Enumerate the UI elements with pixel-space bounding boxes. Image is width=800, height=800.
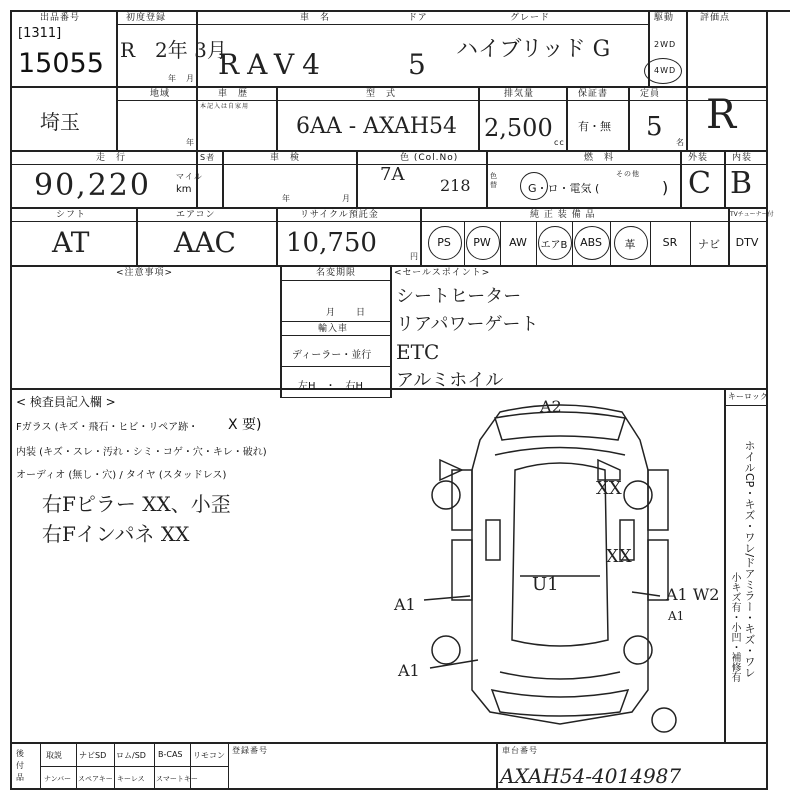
hw-model: 6AA - AXAH54 — [296, 114, 458, 139]
hw-inspector-note: 右Fピラー XX、小歪 — [42, 492, 231, 516]
equipment-ps: PS — [437, 236, 451, 249]
bottom-item: 取説 — [46, 751, 62, 760]
bottom-item: キーレス — [117, 775, 145, 783]
label-displacement: 排気量 — [504, 89, 535, 99]
mark-a1-right: A1 W2 — [666, 585, 720, 604]
hw-capacity: 5 — [646, 112, 663, 142]
mark-u1: U1 — [532, 574, 559, 595]
label-notes: <注意事項> — [116, 268, 174, 278]
mark-a1-left: A1 — [394, 595, 416, 614]
equipment-pw: PW — [473, 236, 491, 249]
hw-interior: B — [730, 166, 753, 201]
hw-color-no: 218 — [440, 176, 471, 195]
mark-w2-right: A1 — [668, 609, 685, 623]
bottom-item: リモコン — [193, 751, 225, 760]
drive-4wd: 4WD — [654, 66, 677, 75]
yen-unit: 円 — [410, 252, 419, 261]
label-reg-no: 登録番号 — [232, 746, 268, 755]
hw-displacement: 2,500 — [484, 114, 553, 142]
label-equipment: 純 正 装 備 品 — [530, 210, 596, 220]
bottom-item: ロム/SD — [116, 751, 146, 760]
hw-door: 5 — [408, 48, 426, 81]
label-vehicle: 車 歴 — [218, 89, 249, 99]
hw-recycle: 10,750 — [286, 228, 377, 258]
hw-color-code: 7A — [380, 164, 405, 185]
label-fuel: 燃 料 — [584, 153, 615, 163]
label-model: 型 式 — [366, 89, 397, 99]
hw-region: 埼玉 — [40, 110, 80, 134]
hw-inspector-note: 右Fインパネ XX — [42, 522, 190, 546]
label-capacity: 定員 — [640, 89, 661, 99]
warranty-options: 有・無 — [578, 120, 611, 133]
label-aircon: エアコン — [176, 210, 216, 220]
mile-unit: マイル — [176, 172, 203, 181]
dealer-options: ディーラー・並行 — [292, 350, 372, 361]
label-color: 色 (Col.No) — [400, 153, 459, 163]
side-vertical: ホイルCP・キズ・ワレ/ドアミラー・キズ・ワレ — [743, 440, 756, 679]
glass-line: Fガラス (キズ・飛石・ヒビ・リペア跡・ — [16, 422, 199, 433]
label-title-deadline: 名変期限 — [316, 268, 357, 278]
bottom-item: B-CAS — [158, 750, 183, 759]
capacity-unit: 名 — [676, 138, 685, 147]
deadline-day: 日 — [356, 308, 367, 318]
region-year: 年 — [186, 138, 195, 147]
label-interior: 内装 — [732, 153, 753, 163]
drive-2wd: 2WD — [654, 40, 677, 49]
label-inspection: 車 検 — [270, 153, 301, 163]
label-chassis-no: 車台番号 — [502, 746, 538, 755]
equipment-leather: 革 — [624, 238, 636, 251]
label-grade: グレード — [510, 13, 551, 23]
bottom-item: ナビSD — [79, 751, 107, 760]
hw-shift: AT — [52, 226, 90, 259]
label-lot: 出品番号 — [40, 13, 81, 23]
label-score: 評価点 — [700, 13, 731, 23]
hw-sales-point: ETC — [396, 340, 440, 364]
label-import: 輸入車 — [318, 324, 349, 334]
label-sales-points: <セールスポイント> — [394, 268, 491, 278]
label-recycle: リサイクル預託金 — [300, 210, 379, 220]
mark-a1-bottom: A1 — [398, 661, 420, 680]
hand-options: 左H ・ 右H — [298, 381, 364, 392]
label-drive: 駆動 — [654, 13, 675, 23]
mark-xx-mirror: XX — [596, 478, 622, 499]
label-door: ドア — [408, 13, 428, 23]
interior-line: 内装 (キズ・スレ・汚れ・シミ・コゲ・穴・キレ・破れ) — [16, 447, 267, 458]
hw-first-reg: R 2年 3月 — [120, 38, 227, 62]
hw-sales-point: リアパワーゲート — [396, 314, 539, 335]
fuel-options: G・ロ・電気 ( — [528, 182, 600, 195]
mark-xx-panel: XX — [606, 546, 632, 567]
label-smeter: S者 — [200, 153, 216, 162]
label-region: 地域 — [150, 89, 171, 99]
audio-line: オーディオ (無し・穴) / タイヤ (スタッドレス) — [16, 470, 227, 481]
equipment-abs: ABS — [580, 236, 602, 249]
equipment-sr: SR — [662, 236, 678, 249]
vehicle-note: 本記入は自家用 — [200, 103, 250, 110]
km-unit: km — [176, 184, 192, 195]
glass-x: X 要) — [228, 417, 262, 433]
month-suffix: 月 — [186, 74, 195, 83]
label-first-reg: 初度登録 — [126, 13, 167, 23]
year-suffix: 年 — [168, 74, 177, 83]
equipment-navi: ナビ — [698, 238, 720, 251]
hw-exterior: C — [688, 166, 711, 201]
label-shift: シフト — [56, 210, 87, 220]
fuel-close: ) — [662, 178, 669, 197]
inspector-title: < 検査員記入欄 > — [16, 395, 116, 409]
hw-sales-point: シートヒーター — [396, 286, 522, 307]
hw-sales-point: アルミホイル — [396, 370, 504, 391]
equipment-airbag: エアB — [540, 240, 568, 251]
side-vertical-2: 小キズ有・小凹・補修有 — [729, 572, 740, 682]
hw-grade: ハイブリッド G — [456, 37, 611, 62]
bottom-item: ナンバー — [44, 775, 72, 783]
deadline-month: 月 — [326, 308, 337, 318]
inspection-month: 月 — [342, 194, 351, 203]
label-mileage: 走 行 — [96, 153, 127, 163]
equipment-aw: AW — [509, 236, 527, 249]
label-exterior: 外装 — [688, 153, 709, 163]
hw-aircon: AAC — [174, 226, 236, 259]
bottom-item: スペアキー — [78, 775, 113, 783]
lot-number: 15055 — [18, 48, 104, 79]
equipment-dtv: DTV — [735, 236, 759, 249]
color-change: 色替 — [490, 172, 498, 189]
hw-car-name: RAV4 — [218, 48, 328, 81]
mark-a2: A2 — [540, 397, 562, 416]
fuel-other: その他 — [616, 170, 640, 178]
label-warranty: 保証書 — [578, 89, 609, 99]
lot-bracket: [1311] — [18, 26, 62, 41]
hw-chassis-no: AXAH54-4014987 — [500, 764, 682, 788]
label-tv-tuner: TVチューナー付 — [730, 211, 774, 218]
cc-unit: cc — [554, 138, 565, 147]
inspection-year: 年 — [282, 194, 291, 203]
label-bottom-extras: 後 付 品 — [16, 749, 34, 782]
hw-mileage: 90,220 — [34, 168, 151, 203]
label-car-name: 車 名 — [300, 13, 331, 23]
hw-score: R — [706, 92, 737, 138]
label-keylock: キーロック — [728, 392, 768, 401]
bottom-item: スマートキー — [156, 775, 198, 783]
